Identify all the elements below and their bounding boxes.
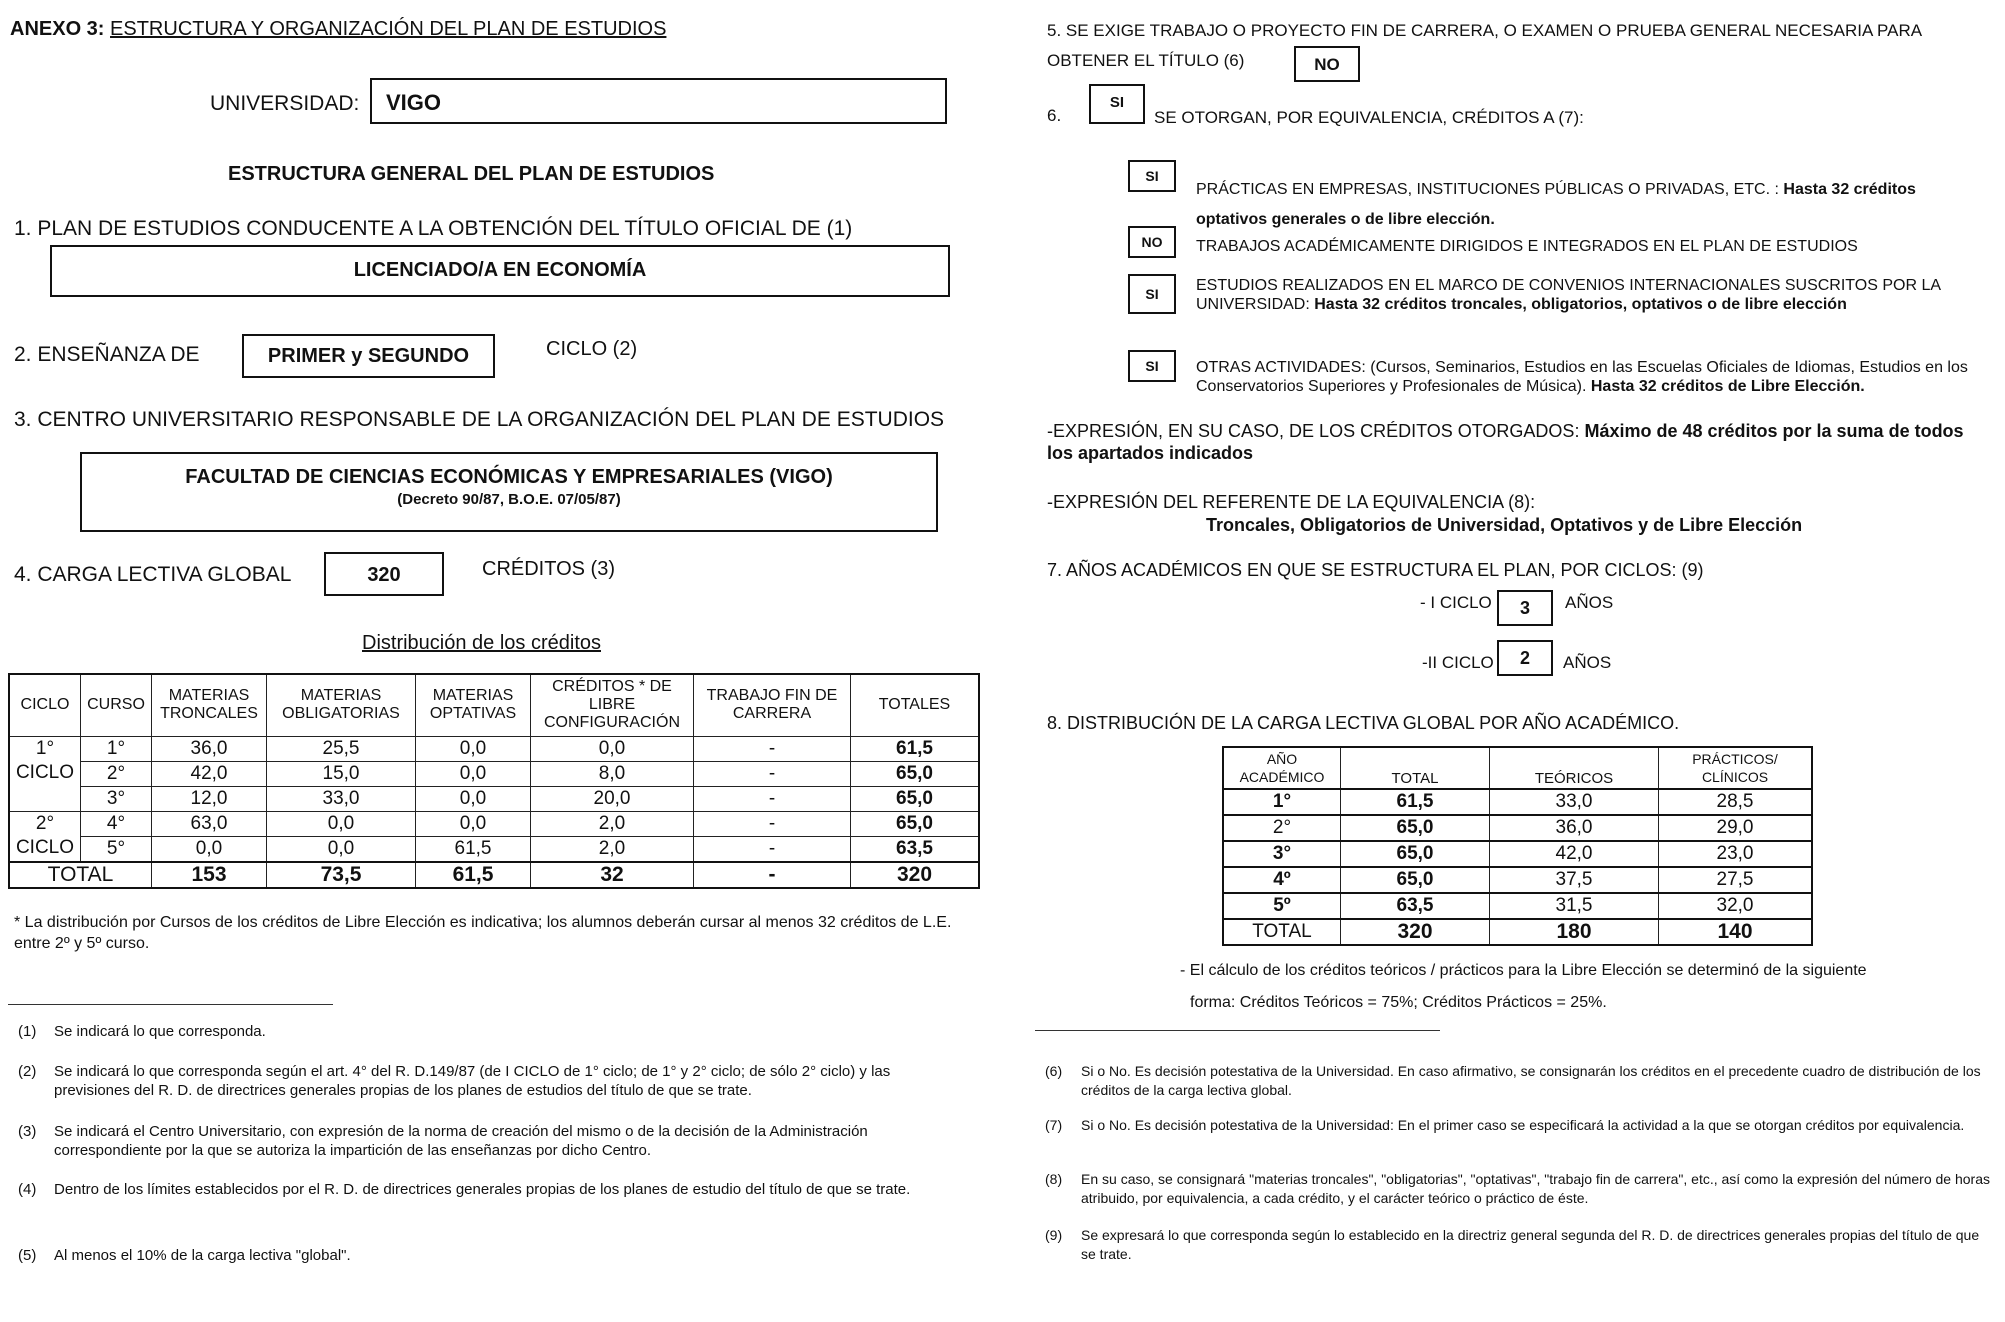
year-cell: 27,5 [1659, 867, 1813, 893]
left-footnote-text: Se indicará lo que corresponda. [54, 1023, 266, 1040]
year-cell: 29,0 [1659, 815, 1813, 841]
item4-field [324, 552, 444, 596]
year-cell: 3° [1223, 841, 1341, 867]
dist-cell: 12,0 [152, 786, 267, 811]
item3-value: FACULTAD DE CIENCIAS ECONÓMICAS Y EMPRESARIALES (VIGO) [185, 466, 833, 488]
dist-cell: 2,0 [531, 836, 694, 862]
left-footnote-num: (3) [18, 1123, 37, 1140]
dist-total-cell: 32 [531, 862, 694, 888]
left-footnote [18, 1180, 958, 1199]
item1-field [50, 245, 950, 297]
year-cell: 33,0 [1490, 789, 1659, 815]
dist-row [9, 736, 979, 761]
dist-header-libre: CRÉDITOS * DE LIBRE CONFIGURACIÓN [531, 674, 694, 736]
dist-cell: 0,0 [152, 836, 267, 862]
year-cell: 65,0 [1341, 815, 1490, 841]
year-header-ano: AÑO ACADÉMICO [1223, 747, 1341, 789]
year-header-total: TOTAL [1341, 747, 1490, 789]
year-cell: 2° [1223, 815, 1341, 841]
option-value: NO [1128, 226, 1176, 258]
dist-cell-total: 63,5 [851, 836, 980, 862]
item4-label: 4. CARGA LECTIVA GLOBAL [14, 563, 292, 586]
year-row [1223, 867, 1812, 893]
option-text [1196, 175, 1976, 235]
option-value: SI [1128, 350, 1176, 382]
option-bold: Hasta 32 créditos de Libre Elección. [1590, 378, 1865, 395]
ciclo2-field [1497, 640, 1553, 676]
university-label: UNIVERSIDAD: [210, 92, 360, 115]
dist-cell: - [694, 811, 851, 836]
calc-note-1: - El cálculo de los créditos teóricos / prácticos para la Libre Elección se determinó de la siguiente [1180, 962, 1867, 979]
dist-note: * La distribución por Cursos de los créditos de Libre Elección es indicativa; los alumnos deberán cursar al menos 32 créditos de L.E. entre 2º y 5º curso. [14, 914, 952, 952]
item2-suffix: CICLO (2) [546, 338, 638, 360]
dist-cell: 0,0 [416, 736, 531, 761]
year-cell: 28,5 [1659, 789, 1813, 815]
right-footnote-num: (6) [1045, 1063, 1063, 1079]
dist-cell: 2° [81, 761, 152, 786]
dist-header-optativas: MATERIAS OPTATIVAS [416, 674, 531, 736]
year-cell: 36,0 [1490, 815, 1659, 841]
dist-cell: 0,0 [267, 811, 416, 836]
right-footnote-text: Se expresará lo que corresponda según lo establecido en la directriz general segunda del R. D. de directrices generales propias del título de que se trate. [1081, 1227, 1980, 1262]
item5-value: NO [1314, 55, 1340, 74]
item3-sub: (Decreto 90/87, B.O.E. 07/05/87) [397, 491, 621, 508]
ciclo1-label: - I CICLO [1420, 593, 1492, 612]
dist-total-cell: 153 [152, 862, 267, 888]
year-cell: 1° [1223, 789, 1341, 815]
dist-cell: 4° [81, 811, 152, 836]
right-footnote-num: (8) [1045, 1171, 1063, 1187]
right-footnote [1045, 1062, 1990, 1100]
item2-field [242, 334, 495, 378]
left-footnote [18, 1022, 958, 1041]
dist-cell: 8,0 [531, 761, 694, 786]
option-bold: Hasta 32 créditos troncales, obligatorios, optativos o de libre elección [1314, 296, 1847, 313]
dist-cell: 33,0 [267, 786, 416, 811]
year-cell: 31,5 [1490, 893, 1659, 919]
left-footnote [18, 1122, 958, 1160]
ciclo2-label: -II CICLO [1422, 653, 1494, 672]
dist-ciclo1: 1° CICLO [9, 736, 81, 811]
dist-cell: 25,5 [267, 736, 416, 761]
option-label: OTRAS ACTIVIDADES: (Cursos, Seminarios, Estudios en las Escuelas Oficiales de Idiomas, Estudios en los Conservatorios Superiores y Profesionales de Música). [1196, 359, 1968, 395]
year-row [1223, 815, 1812, 841]
ciclo2-value: 2 [1519, 648, 1530, 668]
dist-cell-total: 65,0 [851, 761, 980, 786]
dist-total-cell: 73,5 [267, 862, 416, 888]
year-cell: 23,0 [1659, 841, 1813, 867]
item6-field [1089, 84, 1145, 124]
right-footnote-separator [1035, 1030, 1440, 1031]
dist-cell: 61,5 [416, 836, 531, 862]
annex-label: ANEXO 3: [10, 18, 105, 40]
item7-text: 7. AÑOS ACADÉMICOS EN QUE SE ESTRUCTURA EL PLAN, POR CICLOS: (9) [1047, 560, 1704, 580]
year-row [1223, 841, 1812, 867]
year-header-practicos: PRÁCTICOS/ CLÍNICOS [1659, 747, 1813, 789]
left-footnote [18, 1062, 958, 1100]
year-total-cell: 320 [1341, 919, 1490, 945]
left-footnote-num: (2) [18, 1063, 37, 1080]
expr2-value: Troncales, Obligatorios de Universidad, Optativos y de Libre Elección [1206, 515, 1803, 535]
dist-cell: 0,0 [416, 786, 531, 811]
dist-row [9, 786, 979, 811]
dist-cell: 20,0 [531, 786, 694, 811]
item1-text: 1. PLAN DE ESTUDIOS CONDUCENTE A LA OBTENCIÓN DEL TÍTULO OFICIAL DE (1) [14, 217, 853, 240]
year-total-label: TOTAL [1223, 919, 1341, 945]
dist-total-cell: 320 [851, 862, 980, 888]
item8-text: 8. DISTRIBUCIÓN DE LA CARGA LECTIVA GLOBAL POR AÑO ACADÉMICO. [1047, 713, 1680, 733]
ciclo2-years: AÑOS [1563, 653, 1612, 672]
item3-text: 3. CENTRO UNIVERSITARIO RESPONSABLE DE LA ORGANIZACIÓN DEL PLAN DE ESTUDIOS [14, 408, 945, 431]
option-label: ESTUDIOS REALIZADOS EN EL MARCO DE CONVENIOS INTERNACIONALES SUSCRITOS POR LA UNIVERSIDAD: [1196, 277, 1941, 313]
item5-field [1294, 46, 1360, 82]
year-cell: 5º [1223, 893, 1341, 919]
year-cell: 63,5 [1341, 893, 1490, 919]
left-footnote-num: (1) [18, 1023, 37, 1040]
dist-cell: 63,0 [152, 811, 267, 836]
year-cell: 37,5 [1490, 867, 1659, 893]
option-text [1196, 358, 1986, 396]
year-cell: 65,0 [1341, 841, 1490, 867]
right-footnote-text: Si o No. Es decisión potestativa de la Universidad: En el primer caso se especificará la actividad a la que se otorgan créditos por equivalencia. [1081, 1117, 1965, 1133]
dist-row [9, 811, 979, 836]
annex-title: ESTRUCTURA Y ORGANIZACIÓN DEL PLAN DE ESTUDIOS [110, 18, 667, 40]
dist-total-cell: - [694, 862, 851, 888]
dist-cell-total: 65,0 [851, 811, 980, 836]
dist-cell: 1° [81, 736, 152, 761]
item6-num: 6. [1047, 106, 1062, 125]
dist-cell: 42,0 [152, 761, 267, 786]
left-footnote-text: Dentro de los límites establecidos por el R. D. de directrices generales propias de los planes de estudio del título de que se trate. [54, 1181, 911, 1198]
expr1-label: -EXPRESIÓN, EN SU CASO, DE LOS CRÉDITOS OTORGADOS: [1047, 421, 1580, 441]
left-footnote-num: (5) [18, 1247, 37, 1264]
left-footnote-text: Al menos el 10% de la carga lectiva "global". [54, 1247, 351, 1264]
dist-cell: 36,0 [152, 736, 267, 761]
option-text [1196, 237, 1976, 257]
year-total-cell: 140 [1659, 919, 1813, 945]
year-cell: 32,0 [1659, 893, 1813, 919]
calc-note-2: forma: Créditos Teóricos = 75%; Créditos Prácticos = 25%. [1190, 994, 1607, 1011]
expr1-value: Máximo de 48 créditos por la suma de todos los apartados indicados [1047, 421, 1964, 463]
left-footnote-text: Se indicará lo que corresponda según el art. 4° del R. D.149/87 (de I CICLO de 1° ciclo; de 1° y 2° ciclo; de sólo 2° ciclo) y las previsiones del R. D. de directrices generales propias de los planes de estudios del título de que se trate. [54, 1063, 891, 1099]
dist-row [9, 836, 979, 862]
year-cell: 61,5 [1341, 789, 1490, 815]
dist-cell: - [694, 761, 851, 786]
item3-field [80, 452, 938, 532]
year-header-teoricos: TEÓRICOS [1490, 747, 1659, 789]
dist-cell-total: 65,0 [851, 786, 980, 811]
right-footnote-num: (9) [1045, 1227, 1063, 1243]
year-cell: 65,0 [1341, 867, 1490, 893]
dist-header-ciclo: CICLO [9, 674, 81, 736]
left-footnote-num: (4) [18, 1181, 37, 1198]
left-footnote-text: Se indicará el Centro Universitario, con expresión de la norma de creación del mismo o de la decisión de la Administración correspondiente por la que se autoriza la impartición de las enseñanzas por dicho Centro. [54, 1123, 868, 1159]
right-footnote-num: (7) [1045, 1117, 1063, 1133]
left-footnote-separator [8, 1004, 333, 1005]
item2-label: 2. ENSEÑANZA DE [14, 343, 200, 366]
dist-cell: 0,0 [267, 836, 416, 862]
year-table [1222, 746, 1813, 946]
item6-value: SI [1109, 94, 1125, 111]
dist-total-row [9, 862, 979, 888]
dist-header-trabajo: TRABAJO FIN DE CARRERA [694, 674, 851, 736]
year-row [1223, 893, 1812, 919]
dist-table [8, 673, 980, 889]
right-footnote [1045, 1170, 1990, 1208]
dist-ciclo2: 2° CICLO [9, 811, 81, 862]
structure-title: ESTRUCTURA GENERAL DEL PLAN DE ESTUDIOS [228, 163, 715, 185]
year-total-row [1223, 919, 1812, 945]
annex-heading [10, 18, 666, 41]
right-footnote [1045, 1226, 1990, 1264]
dist-cell: 15,0 [267, 761, 416, 786]
option-value: SI [1128, 160, 1176, 192]
right-footnote-text: En su caso, se consignará "materias troncales", "obligatorias", "optativas", "trabajo fin de carrera", etc., así como la expresión del número de horas atribuido, por equivalencia, a cada crédito, y el carácter teórico o práctico de éste. [1081, 1171, 1990, 1206]
ciclo1-field [1497, 590, 1553, 626]
dist-cell: 0,0 [531, 736, 694, 761]
dist-cell-total: 61,5 [851, 736, 980, 761]
dist-cell: 5° [81, 836, 152, 862]
dist-cell: - [694, 836, 851, 862]
item6-text: SE OTORGAN, POR EQUIVALENCIA, CRÉDITOS A (7): [1154, 108, 1584, 127]
item1-value: LICENCIADO/A EN ECONOMÍA [353, 259, 647, 281]
dist-total-label: TOTAL [9, 862, 152, 888]
right-footnote-text: Si o No. Es decisión potestativa de la Universidad. En caso afirmativo, se consignarán los créditos en el precedente cuadro de distribución de los créditos de la carga lectiva global. [1081, 1063, 1981, 1098]
dist-header-obligatorias: MATERIAS OBLIGATORIAS [267, 674, 416, 736]
ciclo1-value: 3 [1519, 598, 1530, 618]
dist-total-cell: 61,5 [416, 862, 531, 888]
dist-title: Distribución de los créditos [362, 632, 601, 654]
dist-cell: 3° [81, 786, 152, 811]
dist-header-curso: CURSO [81, 674, 152, 736]
right-footnote [1045, 1116, 1990, 1135]
dist-cell: 0,0 [416, 761, 531, 786]
dist-cell: 0,0 [416, 811, 531, 836]
option-text [1196, 276, 1991, 314]
left-footnote [18, 1246, 958, 1265]
option-bold: Hasta 32 créditos optativos generales o de libre elección. [1196, 181, 1916, 228]
dist-row [9, 761, 979, 786]
ciclo1-years: AÑOS [1565, 593, 1614, 612]
expr1 [1047, 420, 1992, 464]
year-total-cell: 180 [1490, 919, 1659, 945]
option-value: SI [1128, 274, 1176, 314]
dist-header-troncales: MATERIAS TRONCALES [152, 674, 267, 736]
year-row [1223, 789, 1812, 815]
dist-cell: 2,0 [531, 811, 694, 836]
option-label: TRABAJOS ACADÉMICAMENTE DIRIGIDOS E INTEGRADOS EN EL PLAN DE ESTUDIOS [1196, 238, 1858, 255]
option-label: PRÁCTICAS EN EMPRESAS, INSTITUCIONES PÚBLICAS O PRIVADAS, ETC. : [1196, 181, 1779, 198]
item4-suffix: CRÉDITOS (3) [482, 558, 615, 580]
item2-value: PRIMER y SEGUNDO [267, 345, 470, 367]
item4-value: 320 [367, 564, 401, 586]
year-cell: 4º [1223, 867, 1341, 893]
dist-header-totales: TOTALES [851, 674, 980, 736]
dist-cell: - [694, 786, 851, 811]
item5-text: 5. SE EXIGE TRABAJO O PROYECTO FIN DE CARRERA, O EXAMEN O PRUEBA GENERAL NECESARIA PARA OBTENER EL TÍTULO (6) [1047, 21, 1922, 70]
university-value: VIGO [386, 90, 442, 115]
expr2-label: -EXPRESIÓN DEL REFERENTE DE LA EQUIVALENCIA (8): [1047, 492, 1536, 512]
dist-cell: - [694, 736, 851, 761]
year-cell: 42,0 [1490, 841, 1659, 867]
university-field [370, 78, 947, 124]
